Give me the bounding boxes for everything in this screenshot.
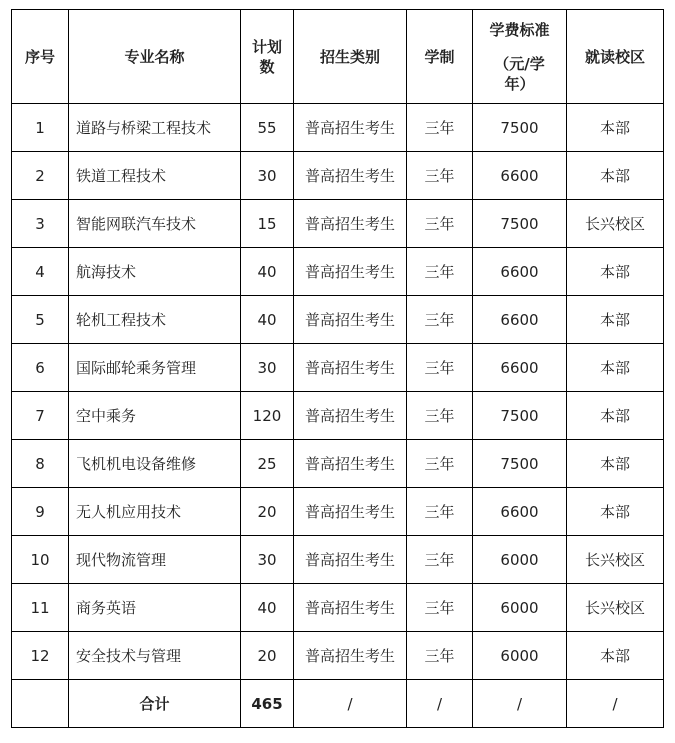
total-row bbox=[12, 680, 664, 728]
cell-category: 普高招生考生 bbox=[294, 344, 407, 392]
cell-duration: 三年 bbox=[407, 296, 473, 344]
cell-index: 6 bbox=[12, 344, 69, 392]
table-row bbox=[12, 152, 664, 200]
cell-index: 4 bbox=[12, 248, 69, 296]
cell-campus: 长兴校区 bbox=[567, 584, 664, 632]
table-row bbox=[12, 248, 664, 296]
table-row bbox=[12, 440, 664, 488]
cell-fee: 6000 bbox=[473, 584, 567, 632]
cell-fee: 6600 bbox=[473, 248, 567, 296]
cell-category: 普高招生考生 bbox=[294, 440, 407, 488]
cell-category: 普高招生考生 bbox=[294, 152, 407, 200]
cell-category: 普高招生考生 bbox=[294, 296, 407, 344]
cell-fee: 6600 bbox=[473, 344, 567, 392]
cell-fee: 6000 bbox=[473, 632, 567, 680]
cell-major: 道路与桥梁工程技术 bbox=[69, 104, 241, 152]
cell-duration: 三年 bbox=[407, 440, 473, 488]
header-fee-line2: （元/学年） bbox=[494, 54, 545, 93]
cell-index: 9 bbox=[12, 488, 69, 536]
cell-index: 12 bbox=[12, 632, 69, 680]
cell-index: 5 bbox=[12, 296, 69, 344]
cell-duration: 三年 bbox=[407, 104, 473, 152]
cell-duration: 三年 bbox=[407, 152, 473, 200]
cell-campus: 本部 bbox=[567, 296, 664, 344]
cell-fee: 6600 bbox=[473, 488, 567, 536]
cell-category: 普高招生考生 bbox=[294, 584, 407, 632]
cell-index: 8 bbox=[12, 440, 69, 488]
table-row bbox=[12, 536, 664, 584]
cell-major: 国际邮轮乘务管理 bbox=[69, 344, 241, 392]
cell-duration: 三年 bbox=[407, 536, 473, 584]
total-fee: / bbox=[473, 680, 567, 728]
cell-plan: 20 bbox=[241, 632, 294, 680]
cell-plan: 25 bbox=[241, 440, 294, 488]
cell-major: 无人机应用技术 bbox=[69, 488, 241, 536]
cell-campus: 本部 bbox=[567, 440, 664, 488]
cell-duration: 三年 bbox=[407, 584, 473, 632]
table-row bbox=[12, 104, 664, 152]
table-row bbox=[12, 200, 664, 248]
cell-fee: 6000 bbox=[473, 536, 567, 584]
cell-plan: 40 bbox=[241, 248, 294, 296]
total-index bbox=[12, 680, 69, 728]
header-campus: 就读校区 bbox=[567, 10, 664, 104]
cell-campus: 本部 bbox=[567, 632, 664, 680]
total-label: 合计 bbox=[69, 680, 241, 728]
header-major: 专业名称 bbox=[69, 10, 241, 104]
cell-fee: 7500 bbox=[473, 200, 567, 248]
cell-duration: 三年 bbox=[407, 200, 473, 248]
cell-category: 普高招生考生 bbox=[294, 488, 407, 536]
header-plan bbox=[241, 10, 294, 104]
cell-category: 普高招生考生 bbox=[294, 392, 407, 440]
cell-campus: 本部 bbox=[567, 488, 664, 536]
table-row bbox=[12, 584, 664, 632]
table-row bbox=[12, 488, 664, 536]
cell-category: 普高招生考生 bbox=[294, 632, 407, 680]
cell-plan: 20 bbox=[241, 488, 294, 536]
cell-major: 轮机工程技术 bbox=[69, 296, 241, 344]
cell-major: 空中乘务 bbox=[69, 392, 241, 440]
cell-fee: 6600 bbox=[473, 152, 567, 200]
cell-campus: 长兴校区 bbox=[567, 536, 664, 584]
cell-major: 飞机机电设备维修 bbox=[69, 440, 241, 488]
cell-index: 7 bbox=[12, 392, 69, 440]
cell-duration: 三年 bbox=[407, 344, 473, 392]
cell-index: 3 bbox=[12, 200, 69, 248]
cell-plan: 30 bbox=[241, 344, 294, 392]
header-index: 序号 bbox=[12, 10, 69, 104]
cell-index: 1 bbox=[12, 104, 69, 152]
total-category: / bbox=[294, 680, 407, 728]
cell-fee: 7500 bbox=[473, 440, 567, 488]
cell-major: 航海技术 bbox=[69, 248, 241, 296]
enrollment-plan-table bbox=[11, 9, 664, 728]
cell-plan: 15 bbox=[241, 200, 294, 248]
cell-plan: 40 bbox=[241, 296, 294, 344]
header-fee bbox=[473, 10, 567, 104]
header-category: 招生类别 bbox=[294, 10, 407, 104]
cell-plan: 120 bbox=[241, 392, 294, 440]
table-row bbox=[12, 632, 664, 680]
header-plan-text: 计划数 bbox=[251, 37, 282, 76]
cell-duration: 三年 bbox=[407, 248, 473, 296]
cell-index: 10 bbox=[12, 536, 69, 584]
cell-plan: 30 bbox=[241, 152, 294, 200]
total-plan: 465 bbox=[241, 680, 294, 728]
cell-fee: 7500 bbox=[473, 392, 567, 440]
cell-fee: 7500 bbox=[473, 104, 567, 152]
cell-major: 智能网联汽车技术 bbox=[69, 200, 241, 248]
cell-campus: 本部 bbox=[567, 104, 664, 152]
cell-major: 现代物流管理 bbox=[69, 536, 241, 584]
cell-major: 铁道工程技术 bbox=[69, 152, 241, 200]
table-header-row bbox=[12, 10, 664, 104]
total-duration: / bbox=[407, 680, 473, 728]
cell-category: 普高招生考生 bbox=[294, 200, 407, 248]
cell-index: 11 bbox=[12, 584, 69, 632]
header-duration: 学制 bbox=[407, 10, 473, 104]
cell-plan: 40 bbox=[241, 584, 294, 632]
header-fee-line1: 学费标准 bbox=[489, 20, 550, 39]
cell-category: 普高招生考生 bbox=[294, 536, 407, 584]
total-campus: / bbox=[567, 680, 664, 728]
cell-category: 普高招生考生 bbox=[294, 248, 407, 296]
cell-duration: 三年 bbox=[407, 488, 473, 536]
cell-plan: 30 bbox=[241, 536, 294, 584]
cell-campus: 长兴校区 bbox=[567, 200, 664, 248]
cell-duration: 三年 bbox=[407, 392, 473, 440]
table-row bbox=[12, 344, 664, 392]
table-row bbox=[12, 392, 664, 440]
cell-campus: 本部 bbox=[567, 152, 664, 200]
table-row bbox=[12, 296, 664, 344]
cell-major: 商务英语 bbox=[69, 584, 241, 632]
cell-campus: 本部 bbox=[567, 248, 664, 296]
cell-campus: 本部 bbox=[567, 344, 664, 392]
cell-campus: 本部 bbox=[567, 392, 664, 440]
cell-duration: 三年 bbox=[407, 632, 473, 680]
cell-major: 安全技术与管理 bbox=[69, 632, 241, 680]
cell-plan: 55 bbox=[241, 104, 294, 152]
cell-index: 2 bbox=[12, 152, 69, 200]
cell-category: 普高招生考生 bbox=[294, 104, 407, 152]
cell-fee: 6600 bbox=[473, 296, 567, 344]
